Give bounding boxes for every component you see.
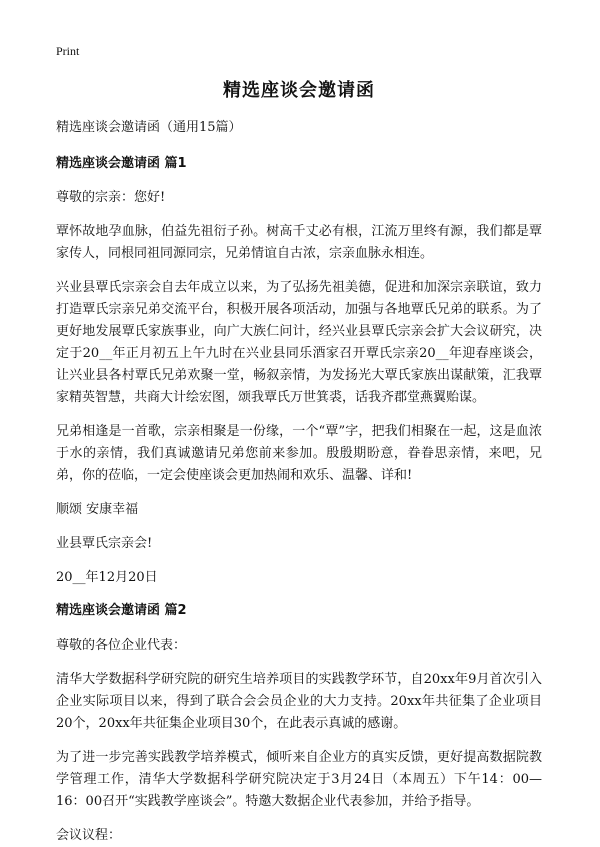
page-title: 精选座谈会邀请函 (223, 80, 375, 102)
section-heading-1: 精选座谈会邀请函 篇1 (56, 155, 187, 171)
document-subtitle: 精选座谈会邀请函（通用15篇） (56, 120, 242, 136)
section-heading-2: 精选座谈会邀请函 篇2 (56, 603, 187, 619)
print-link[interactable]: Print (56, 44, 80, 58)
paragraph-1-3: 兄弟相逢是一首歌，宗亲相聚是一份缘，一个“覃”字，把我们相聚在一起，这是血浓于水的亲情，我们真诚邀请兄弟您前来参加。殷殷期盼意，眷眷思亲情，来吧，兄弟，你的莅临，一定会使座谈会更加热闹和欢乐、温馨、详和! (56, 424, 542, 484)
greeting-2: 尊敬的各位企业代表： (56, 637, 187, 653)
agenda-label: 会议议程： (56, 827, 122, 843)
closing-1: 顺颂 安康幸福 (56, 502, 139, 518)
paragraph-1-2: 兴业县覃氏宗亲会自去年成立以来，为了弘扬先祖美德，促进和加深宗亲联谊，致力打造覃氏宗亲兄弟交流平台，积极开展各项活动，加强与各地覃氏兄弟的联系。为了更好地发展覃氏家族事业，向广大族仁问计，经兴业县覃氏宗亲会扩大会议研究，决定于20__年正月初五上午九时在兴业县同乐酒家召开覃氏宗亲20__年迎春座谈会，让兴业县各村覃氏兄弟欢聚一堂，畅叙亲情，为发扬光大覃氏家族出谋献策，汇我覃家精英智慧，共商大计绘宏图，颂我覃氏万世箕裘，话我齐郡堂燕翼贻谋。 (56, 280, 542, 406)
date-1: 20__年12月20日 (56, 570, 158, 586)
paragraph-2-1: 清华大学数据科学研究院的研究生培养项目的实践教学环节，自20xx年9月首次引入企业实际项目以来，得到了联合会会员企业的大力支持。20xx年共征集了企业项目20个，20xx年共征集企业项目30个，在此表示真诚的感谢。 (56, 671, 542, 731)
greeting-1: 尊敬的宗亲：您好! (56, 190, 166, 206)
signature-1: 业县覃氏宗亲会! (56, 536, 153, 552)
paragraph-1-1: 覃怀故地孕血脉，伯益先祖衍子孙。树高千丈必有根，江流万里终有源，我们都是覃家传人，同根同祖同源同宗，兄弟情谊自古浓，宗亲血脉永相连。 (56, 224, 542, 262)
paragraph-2-2: 为了进一步完善实践教学培养模式，倾听来自企业方的真实反馈，更好提高数据院教学管理工作，清华大学数据科学研究院决定于3月24日（本周五）下午14：00—16：00召开“实践教学座谈会”。特邀大数据企业代表参加，并给予指导。 (56, 749, 542, 809)
